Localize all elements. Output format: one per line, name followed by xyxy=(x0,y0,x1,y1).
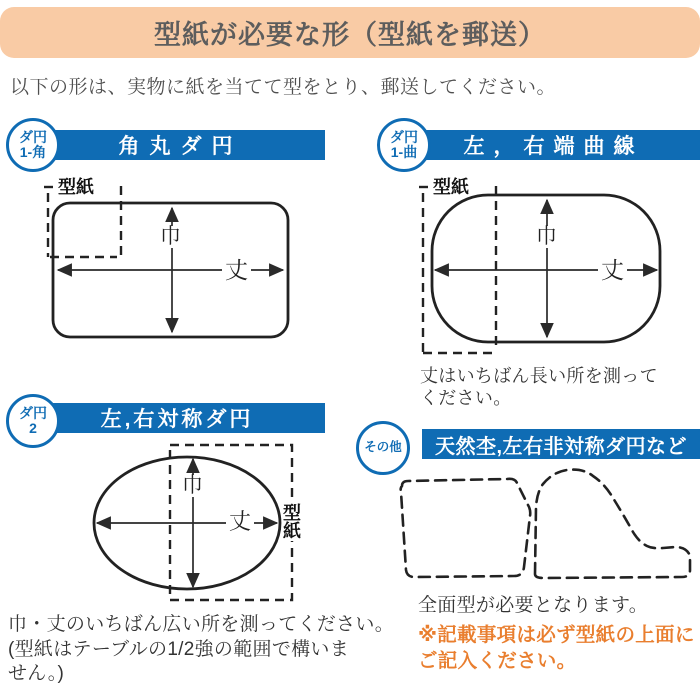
width-label-s3: 巾 xyxy=(179,475,206,497)
pattern-label-s2: 型紙 xyxy=(433,177,469,197)
pattern-label-s1: 型紙 xyxy=(58,177,94,197)
section-title-text: 角丸ダ円 xyxy=(118,135,243,158)
pattern-label-s3: 型紙 xyxy=(281,503,301,539)
note-s3-line3: せん。) xyxy=(8,663,65,684)
note-s4: 全面型が必要となります。 xyxy=(418,595,649,616)
note-s2 xyxy=(420,366,658,409)
section-title-symmetric-oval xyxy=(26,403,325,433)
diagram-rounded-rect-table xyxy=(0,172,350,352)
width-label-s2: 巾 xyxy=(533,226,560,248)
section-title-text: 天然杢,左右非対称ダ円など xyxy=(434,435,688,458)
warning-note xyxy=(418,622,695,674)
section-title-rounded-oval xyxy=(26,130,325,160)
badge-oval1-kaku xyxy=(6,118,60,172)
section-title-text: 左，右端曲線 xyxy=(463,135,644,158)
length-label-s1: 丈 xyxy=(222,258,251,282)
badge-text-line1: その他 xyxy=(364,440,402,455)
warning-line2: ご記入ください。 xyxy=(418,650,577,672)
badge-text-line2: 1-曲 xyxy=(390,144,418,160)
warning-line1: ※記載事項は必ず型紙の上面に xyxy=(418,624,695,646)
badge-others xyxy=(356,421,410,475)
badge-text-line2: 1-角 xyxy=(19,144,47,160)
intro-text: 以下の形は、実物に紙を当てて型をとり、郵送してください。 xyxy=(10,77,557,98)
note-s3-line1: 巾・丈のいちばん広い所を測ってください。 xyxy=(8,614,395,635)
badge-text-line1: ダ円 xyxy=(390,129,418,146)
note-s2-line1: 丈はいちばん長い所を測って xyxy=(420,366,658,386)
note-s3-line2: (型紙はテーブルの1/2強の範囲で構いま xyxy=(8,638,350,660)
length-label-s3: 丈 xyxy=(226,510,254,533)
badge-oval2 xyxy=(6,394,60,448)
irregular-slab-right xyxy=(535,470,690,578)
page-title: 型紙が必要な形（型紙を郵送） xyxy=(154,20,546,50)
badge-text-line1: ダ円 xyxy=(19,129,47,146)
section-title-curved-ends xyxy=(398,130,700,160)
width-label-s1: 巾 xyxy=(157,226,184,248)
section-title-asymmetric xyxy=(422,429,700,459)
diagram-curved-end-table xyxy=(350,172,700,364)
note-s2-line2: ください。 xyxy=(420,387,512,408)
badge-oval1-kyoku xyxy=(377,118,431,172)
page-header xyxy=(0,7,700,58)
badge-text-line1: ダ円 xyxy=(19,405,47,422)
length-label-s2: 丈 xyxy=(598,258,627,282)
badge-text-line2: 2 xyxy=(29,420,37,436)
section-title-text: 左,右対称ダ円 xyxy=(100,408,254,431)
note-s3 xyxy=(8,613,394,687)
diagram-irregular-shapes xyxy=(395,462,700,587)
irregular-slab-left xyxy=(401,479,531,577)
